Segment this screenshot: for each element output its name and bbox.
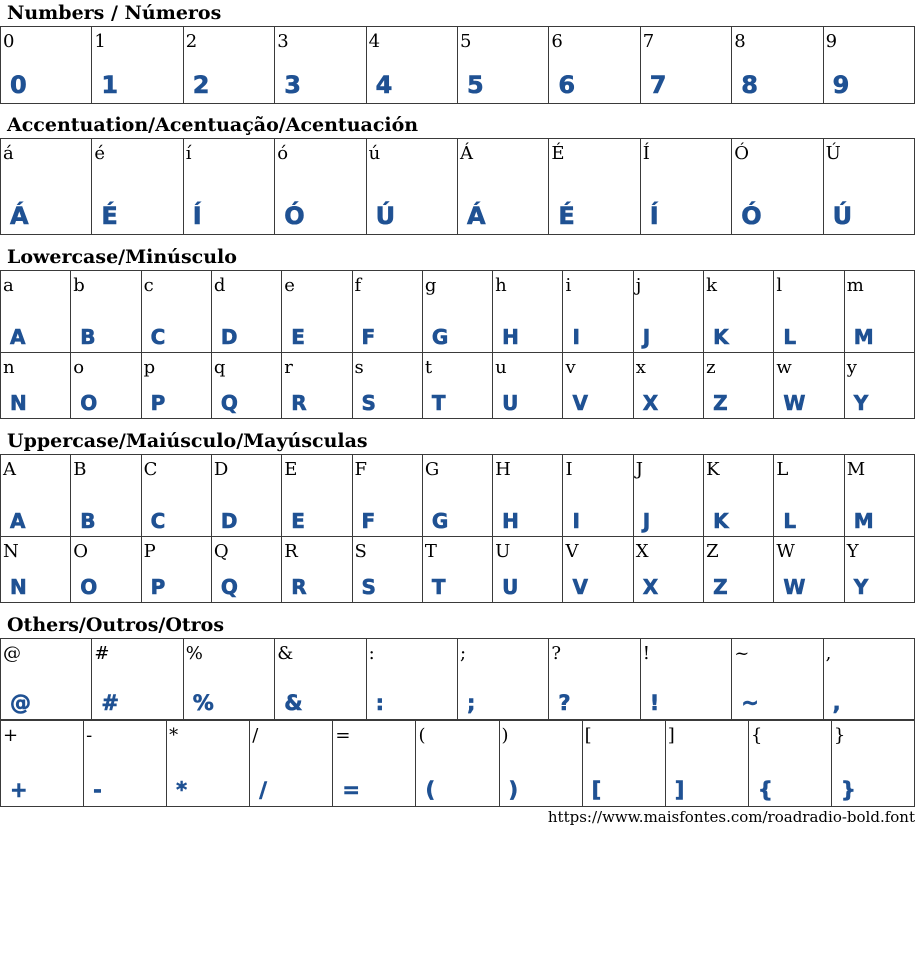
number-cell bbox=[641, 27, 732, 104]
accent-char-label: Á bbox=[460, 143, 473, 164]
uppercase-cell bbox=[353, 537, 423, 603]
symbol-glyph-sample: { bbox=[757, 778, 774, 802]
others-grid-row2 bbox=[0, 720, 915, 807]
accent-cell bbox=[641, 139, 732, 235]
symbol-char-label: ? bbox=[551, 643, 562, 664]
lowercase-char-label: t bbox=[424, 357, 433, 378]
uppercase-glyph-sample: M bbox=[853, 509, 875, 533]
symbol-glyph-sample: , bbox=[832, 691, 842, 715]
uppercase-cell bbox=[212, 537, 282, 603]
source-url[interactable]: https://www.maisfontes.com/roadradio-bold.font bbox=[547, 808, 915, 826]
lowercase-grid bbox=[0, 270, 915, 419]
symbol-glyph-sample: = bbox=[342, 778, 361, 802]
lowercase-cell bbox=[212, 271, 282, 353]
number-char-label: 7 bbox=[642, 31, 655, 52]
accent-char-label: ú bbox=[368, 143, 381, 164]
lowercase-glyph-sample: B bbox=[80, 325, 97, 349]
number-cell bbox=[184, 27, 275, 104]
symbol-glyph-sample: ! bbox=[649, 691, 660, 715]
lowercase-cell bbox=[704, 353, 774, 419]
symbol-glyph-sample: ; bbox=[467, 691, 476, 715]
lowercase-char-label: e bbox=[284, 275, 295, 296]
lowercase-cell bbox=[634, 271, 704, 353]
uppercase-glyph-sample: I bbox=[572, 509, 581, 533]
lowercase-glyph-sample: N bbox=[10, 391, 28, 415]
accent-cell bbox=[275, 139, 366, 235]
uppercase-char-label: W bbox=[776, 541, 795, 562]
symbol-char-label: ~ bbox=[734, 643, 750, 664]
uppercase-cell bbox=[142, 537, 212, 603]
lowercase-glyph-sample: F bbox=[361, 325, 376, 349]
symbol-cell bbox=[84, 721, 167, 807]
number-cell bbox=[824, 27, 915, 104]
accent-glyph-sample: Í bbox=[649, 202, 660, 230]
uppercase-cell bbox=[493, 455, 563, 537]
uppercase-glyph-sample: P bbox=[150, 575, 166, 599]
symbol-cell bbox=[333, 721, 416, 807]
accent-char-label: É bbox=[551, 143, 565, 164]
lowercase-glyph-sample: J bbox=[642, 325, 651, 349]
symbol-cell bbox=[458, 639, 549, 720]
uppercase-glyph-sample: H bbox=[502, 509, 520, 533]
uppercase-cell bbox=[634, 537, 704, 603]
accent-cell bbox=[367, 139, 458, 235]
lowercase-char-label: s bbox=[354, 357, 364, 378]
symbol-cell bbox=[1, 721, 84, 807]
uppercase-char-label: O bbox=[73, 541, 89, 562]
uppercase-glyph-sample: D bbox=[220, 509, 239, 533]
uppercase-char-label: R bbox=[284, 541, 298, 562]
uppercase-char-label: Z bbox=[706, 541, 719, 562]
uppercase-cell bbox=[282, 537, 352, 603]
symbol-char-label: ; bbox=[460, 643, 467, 664]
uppercase-cell bbox=[774, 455, 844, 537]
uppercase-glyph-sample: Q bbox=[220, 575, 239, 599]
lowercase-cell bbox=[704, 271, 774, 353]
lowercase-cell bbox=[282, 353, 352, 419]
symbol-char-label: ! bbox=[642, 643, 651, 664]
lowercase-cell bbox=[774, 271, 844, 353]
number-char-label: 8 bbox=[734, 31, 746, 52]
uppercase-glyph-sample: R bbox=[291, 575, 308, 599]
lowercase-char-label: r bbox=[284, 357, 293, 378]
uppercase-glyph-sample: J bbox=[642, 509, 651, 533]
symbol-glyph-sample: ] bbox=[674, 778, 685, 802]
symbol-glyph-sample: & bbox=[284, 691, 304, 715]
accent-glyph-sample: Á bbox=[467, 202, 487, 230]
lowercase-cell bbox=[493, 271, 563, 353]
lowercase-cell bbox=[1, 271, 71, 353]
lowercase-char-label: p bbox=[143, 357, 156, 378]
lowercase-cell bbox=[212, 353, 282, 419]
uppercase-char-label: T bbox=[424, 541, 437, 562]
lowercase-cell bbox=[423, 353, 493, 419]
uppercase-glyph-sample: E bbox=[291, 509, 306, 533]
lowercase-cell bbox=[493, 353, 563, 419]
symbol-char-label: - bbox=[86, 725, 93, 746]
accent-char-label: Í bbox=[642, 143, 650, 164]
uppercase-glyph-sample: Z bbox=[713, 575, 729, 599]
number-char-label: 5 bbox=[460, 31, 472, 52]
uppercase-cell bbox=[563, 537, 633, 603]
lowercase-glyph-sample: Z bbox=[713, 391, 729, 415]
lowercase-glyph-sample: X bbox=[642, 391, 659, 415]
symbol-cell bbox=[416, 721, 499, 807]
number-glyph-sample: 1 bbox=[101, 71, 119, 99]
lowercase-glyph-sample: H bbox=[502, 325, 520, 349]
lowercase-glyph-sample: T bbox=[431, 391, 446, 415]
accent-glyph-sample: É bbox=[558, 202, 576, 230]
uppercase-glyph-sample: X bbox=[642, 575, 659, 599]
lowercase-glyph-sample: S bbox=[361, 391, 377, 415]
symbol-char-label: * bbox=[169, 725, 179, 746]
number-glyph-sample: 6 bbox=[558, 71, 576, 99]
lowercase-glyph-sample: L bbox=[783, 325, 797, 349]
uppercase-glyph-sample: Y bbox=[853, 575, 869, 599]
symbol-glyph-sample: / bbox=[259, 778, 268, 802]
symbol-char-label: : bbox=[368, 643, 375, 664]
uppercase-char-label: J bbox=[635, 459, 643, 480]
accent-glyph-sample: Ó bbox=[284, 202, 306, 230]
uppercase-char-label: P bbox=[143, 541, 156, 562]
lowercase-glyph-sample: C bbox=[150, 325, 166, 349]
lowercase-glyph-sample: W bbox=[783, 391, 806, 415]
lowercase-char-label: k bbox=[706, 275, 717, 296]
uppercase-glyph-sample: V bbox=[572, 575, 589, 599]
lowercase-cell bbox=[282, 271, 352, 353]
uppercase-cell bbox=[1, 455, 71, 537]
numbers-heading: Numbers / Números bbox=[7, 2, 222, 24]
accent-glyph-sample: Á bbox=[10, 202, 30, 230]
lowercase-glyph-sample: I bbox=[572, 325, 581, 349]
uppercase-char-label: A bbox=[3, 459, 16, 480]
lowercase-char-label: b bbox=[73, 275, 85, 296]
uppercase-cell bbox=[634, 455, 704, 537]
uppercase-glyph-sample: F bbox=[361, 509, 376, 533]
uppercase-cell bbox=[493, 537, 563, 603]
number-cell bbox=[367, 27, 458, 104]
uppercase-char-label: C bbox=[143, 459, 158, 480]
number-cell bbox=[1, 27, 92, 104]
uppercase-cell bbox=[845, 537, 915, 603]
accent-char-label: á bbox=[3, 143, 14, 164]
symbol-glyph-sample: ? bbox=[558, 691, 572, 715]
number-glyph-sample: 8 bbox=[741, 71, 759, 99]
symbol-glyph-sample: - bbox=[93, 778, 103, 802]
symbol-cell bbox=[250, 721, 333, 807]
number-cell bbox=[275, 27, 366, 104]
uppercase-char-label: M bbox=[846, 459, 866, 480]
lowercase-char-label: d bbox=[213, 275, 226, 296]
lowercase-cell bbox=[353, 353, 423, 419]
number-glyph-sample: 3 bbox=[284, 71, 302, 99]
symbol-char-label: + bbox=[3, 725, 19, 746]
symbol-char-label: / bbox=[252, 725, 259, 746]
uppercase-cell bbox=[71, 537, 141, 603]
number-glyph-sample: 4 bbox=[375, 71, 393, 99]
uppercase-char-label: H bbox=[495, 459, 511, 480]
uppercase-glyph-sample: T bbox=[431, 575, 446, 599]
uppercase-cell bbox=[774, 537, 844, 603]
number-glyph-sample: 2 bbox=[192, 71, 210, 99]
uppercase-cell bbox=[423, 537, 493, 603]
lowercase-char-label: v bbox=[565, 357, 576, 378]
symbol-glyph-sample: * bbox=[176, 778, 188, 802]
lowercase-char-label: h bbox=[495, 275, 507, 296]
uppercase-char-label: I bbox=[565, 459, 573, 480]
accent-cell bbox=[549, 139, 640, 235]
lowercase-glyph-sample: P bbox=[150, 391, 166, 415]
lowercase-glyph-sample: R bbox=[291, 391, 308, 415]
symbol-glyph-sample: ( bbox=[425, 778, 436, 802]
uppercase-char-label: U bbox=[495, 541, 511, 562]
uppercase-char-label: K bbox=[706, 459, 720, 480]
lowercase-glyph-sample: M bbox=[853, 325, 875, 349]
symbol-cell bbox=[167, 721, 250, 807]
lowercase-char-label: x bbox=[635, 357, 646, 378]
accent-char-label: Ó bbox=[734, 143, 749, 164]
accent-cell bbox=[92, 139, 183, 235]
symbol-cell bbox=[92, 639, 183, 720]
uppercase-char-label: D bbox=[213, 459, 229, 480]
uppercase-cell bbox=[704, 537, 774, 603]
number-char-label: 2 bbox=[185, 31, 198, 52]
accent-cell bbox=[732, 139, 823, 235]
symbol-cell bbox=[549, 639, 640, 720]
lowercase-cell bbox=[353, 271, 423, 353]
lowercase-cell bbox=[845, 271, 915, 353]
lowercase-cell bbox=[423, 271, 493, 353]
accents-heading: Accentuation/Acentuação/Acentuación bbox=[7, 114, 419, 136]
number-cell bbox=[732, 27, 823, 104]
uppercase-char-label: S bbox=[354, 541, 367, 562]
uppercase-char-label: V bbox=[565, 541, 579, 562]
accent-char-label: ó bbox=[277, 143, 289, 164]
lowercase-glyph-sample: D bbox=[220, 325, 239, 349]
numbers-grid bbox=[0, 26, 915, 104]
number-cell bbox=[458, 27, 549, 104]
uppercase-cell bbox=[142, 455, 212, 537]
uppercase-cell bbox=[845, 455, 915, 537]
lowercase-char-label: o bbox=[73, 357, 85, 378]
lowercase-char-label: u bbox=[495, 357, 507, 378]
lowercase-cell bbox=[142, 271, 212, 353]
uppercase-glyph-sample: S bbox=[361, 575, 377, 599]
uppercase-cell bbox=[1, 537, 71, 603]
number-char-label: 9 bbox=[825, 31, 838, 52]
symbol-char-label: { bbox=[750, 725, 763, 746]
uppercase-cell bbox=[212, 455, 282, 537]
number-glyph-sample: 9 bbox=[832, 71, 850, 99]
uppercase-glyph-sample: B bbox=[80, 509, 97, 533]
symbol-cell bbox=[666, 721, 749, 807]
uppercase-glyph-sample: N bbox=[10, 575, 28, 599]
uppercase-glyph-sample: U bbox=[502, 575, 519, 599]
symbol-glyph-sample: ~ bbox=[741, 691, 760, 715]
number-char-label: 0 bbox=[3, 31, 15, 52]
uppercase-cell bbox=[563, 455, 633, 537]
symbol-cell bbox=[1, 639, 92, 720]
lowercase-cell bbox=[71, 353, 141, 419]
symbol-glyph-sample: # bbox=[101, 691, 120, 715]
symbol-cell bbox=[583, 721, 666, 807]
uppercase-char-label: G bbox=[424, 459, 440, 480]
number-char-label: 4 bbox=[368, 31, 381, 52]
symbol-glyph-sample: + bbox=[10, 778, 29, 802]
symbol-char-label: % bbox=[185, 643, 203, 664]
symbol-glyph-sample: : bbox=[375, 691, 385, 715]
uppercase-glyph-sample: O bbox=[80, 575, 98, 599]
lowercase-cell bbox=[563, 271, 633, 353]
lowercase-heading: Lowercase/Minúsculo bbox=[7, 246, 237, 268]
uppercase-char-label: E bbox=[284, 459, 298, 480]
symbol-char-label: @ bbox=[3, 643, 21, 664]
number-glyph-sample: 0 bbox=[10, 71, 28, 99]
lowercase-glyph-sample: A bbox=[10, 325, 26, 349]
uppercase-char-label: B bbox=[73, 459, 87, 480]
symbol-char-label: = bbox=[335, 725, 351, 746]
accent-cell bbox=[458, 139, 549, 235]
uppercase-char-label: F bbox=[354, 459, 368, 480]
lowercase-char-label: f bbox=[354, 275, 362, 296]
uppercase-glyph-sample: W bbox=[783, 575, 806, 599]
symbol-char-label: & bbox=[277, 643, 294, 664]
accent-glyph-sample: Í bbox=[192, 202, 203, 230]
uppercase-glyph-sample: A bbox=[10, 509, 26, 533]
uppercase-cell bbox=[71, 455, 141, 537]
number-glyph-sample: 5 bbox=[467, 71, 485, 99]
uppercase-heading: Uppercase/Maiúsculo/Mayúsculas bbox=[7, 430, 368, 452]
symbol-cell bbox=[824, 639, 915, 720]
accent-char-label: Ú bbox=[825, 143, 841, 164]
accent-glyph-sample: Ú bbox=[832, 202, 853, 230]
lowercase-cell bbox=[1, 353, 71, 419]
lowercase-glyph-sample: G bbox=[431, 325, 449, 349]
lowercase-glyph-sample: O bbox=[80, 391, 98, 415]
lowercase-cell bbox=[845, 353, 915, 419]
symbol-char-label: , bbox=[825, 643, 832, 664]
uppercase-glyph-sample: G bbox=[431, 509, 449, 533]
symbol-glyph-sample: } bbox=[840, 778, 857, 802]
lowercase-cell bbox=[563, 353, 633, 419]
number-cell bbox=[549, 27, 640, 104]
accent-glyph-sample: É bbox=[101, 202, 119, 230]
uppercase-glyph-sample: K bbox=[713, 509, 730, 533]
accent-char-label: í bbox=[185, 143, 192, 164]
symbol-cell bbox=[749, 721, 832, 807]
symbol-glyph-sample: @ bbox=[10, 691, 32, 715]
accent-cell bbox=[1, 139, 92, 235]
lowercase-glyph-sample: V bbox=[572, 391, 589, 415]
uppercase-glyph-sample: L bbox=[783, 509, 797, 533]
uppercase-char-label: Q bbox=[213, 541, 229, 562]
uppercase-char-label: Y bbox=[846, 541, 859, 562]
lowercase-char-label: n bbox=[3, 357, 15, 378]
lowercase-char-label: m bbox=[846, 275, 864, 296]
number-char-label: 1 bbox=[94, 31, 106, 52]
accents-grid bbox=[0, 138, 915, 235]
lowercase-char-label: j bbox=[635, 275, 642, 296]
symbol-cell bbox=[184, 639, 275, 720]
symbol-glyph-sample: [ bbox=[591, 778, 602, 802]
lowercase-char-label: z bbox=[706, 357, 716, 378]
symbol-char-label: # bbox=[94, 643, 110, 664]
uppercase-cell bbox=[353, 455, 423, 537]
number-cell bbox=[92, 27, 183, 104]
lowercase-char-label: a bbox=[3, 275, 14, 296]
uppercase-cell bbox=[282, 455, 352, 537]
lowercase-glyph-sample: Y bbox=[853, 391, 869, 415]
symbol-cell bbox=[641, 639, 732, 720]
lowercase-cell bbox=[634, 353, 704, 419]
lowercase-cell bbox=[774, 353, 844, 419]
lowercase-char-label: y bbox=[846, 357, 857, 378]
symbol-cell bbox=[500, 721, 583, 807]
symbol-char-label: [ bbox=[584, 725, 592, 746]
symbol-char-label: ( bbox=[418, 725, 426, 746]
symbol-cell bbox=[832, 721, 915, 807]
accent-cell bbox=[184, 139, 275, 235]
lowercase-cell bbox=[71, 271, 141, 353]
symbol-char-label: ) bbox=[501, 725, 509, 746]
others-grid-row1 bbox=[0, 638, 915, 720]
accent-cell bbox=[824, 139, 915, 235]
uppercase-char-label: N bbox=[3, 541, 19, 562]
lowercase-glyph-sample: K bbox=[713, 325, 730, 349]
accent-char-label: é bbox=[94, 143, 106, 164]
uppercase-cell bbox=[423, 455, 493, 537]
uppercase-cell bbox=[704, 455, 774, 537]
lowercase-char-label: i bbox=[565, 275, 572, 296]
symbol-cell bbox=[732, 639, 823, 720]
accent-glyph-sample: Ú bbox=[375, 202, 396, 230]
lowercase-char-label: w bbox=[776, 357, 792, 378]
symbol-char-label: } bbox=[833, 725, 846, 746]
lowercase-glyph-sample: E bbox=[291, 325, 306, 349]
uppercase-char-label: X bbox=[635, 541, 649, 562]
lowercase-char-label: q bbox=[213, 357, 226, 378]
uppercase-glyph-sample: C bbox=[150, 509, 166, 533]
uppercase-grid bbox=[0, 454, 915, 603]
lowercase-cell bbox=[142, 353, 212, 419]
number-char-label: 3 bbox=[277, 31, 289, 52]
symbol-glyph-sample: % bbox=[192, 691, 215, 715]
lowercase-char-label: l bbox=[776, 275, 783, 296]
symbol-glyph-sample: ) bbox=[508, 778, 519, 802]
symbol-cell bbox=[275, 639, 366, 720]
lowercase-char-label: c bbox=[143, 275, 154, 296]
number-glyph-sample: 7 bbox=[649, 71, 667, 99]
accent-glyph-sample: Ó bbox=[741, 202, 763, 230]
symbol-char-label: ] bbox=[667, 725, 675, 746]
number-char-label: 6 bbox=[551, 31, 563, 52]
lowercase-glyph-sample: U bbox=[502, 391, 519, 415]
others-heading: Others/Outros/Otros bbox=[7, 614, 225, 636]
lowercase-char-label: g bbox=[424, 275, 437, 296]
lowercase-glyph-sample: Q bbox=[220, 391, 239, 415]
uppercase-char-label: L bbox=[776, 459, 789, 480]
symbol-cell bbox=[367, 639, 458, 720]
